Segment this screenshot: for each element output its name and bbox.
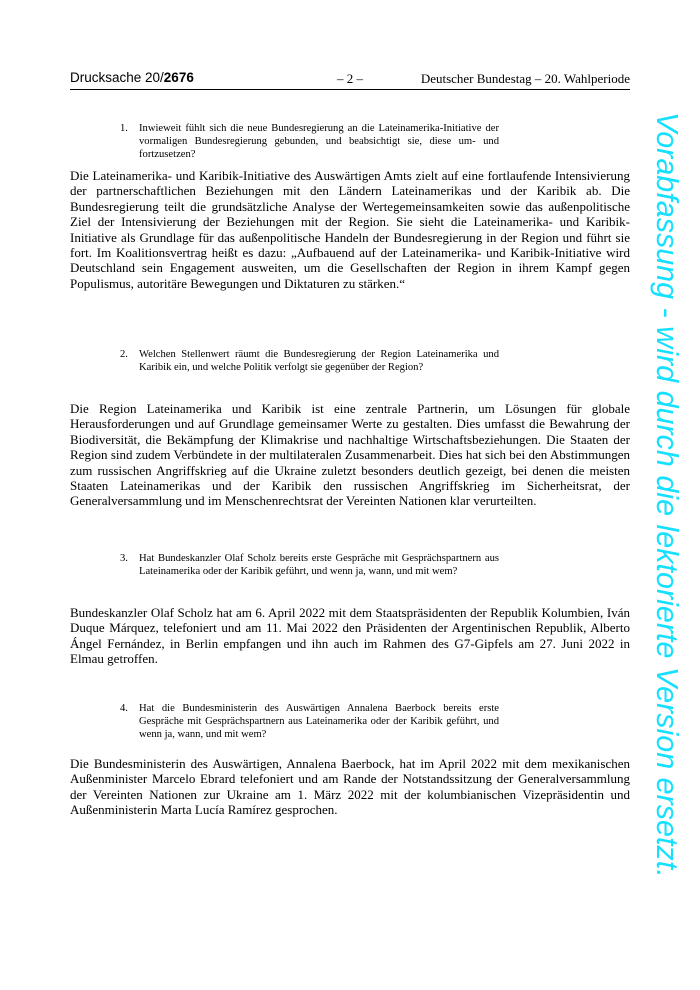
document-label: Drucksache 20/ (70, 70, 164, 85)
question-number: 2. (120, 349, 128, 360)
answer-1: Die Lateinamerika- und Karibik-Initiative des Auswärtigen Amts zielt auf eine fortlaufende Intensivierung der partnerschaftlichen Beziehungen mit den Ländern Lateinamerikas und der Karibik ab. Die Bundesregierung teilt die grundsätzliche Analyse der Wertegemeinsamkeiten sowie das außenpolitische Ziel der Intensivierung der Beziehungen mit der Region. Sie sieht die Lateinamerika- und Karibik-Initiative als Grundlage für das außenpolitische Handeln der Bundesregierung in der Region und führt sie fort. Im Koalitionsvertrag heißt es dazu: „Aufbauend auf der Lateinamerika- und Karibik-Initiative wird Deutschland sein Engagement ausweiten, um die Gesellschaften der Region in ihrem Kampf gegen Populismus, autoritäre Bewegungen und Diktaturen zu stärken.“ (70, 168, 630, 291)
draft-watermark (650, 112, 690, 882)
page-header (70, 70, 630, 90)
watermark-text: Vorabfassung - wird durch die lektorierte Version ersetzt. (650, 112, 684, 878)
page-number: – 2 – (337, 71, 363, 86)
question-text: Welchen Stellenwert räumt die Bundesregierung der Region Lateinamerika und Karibik ein, und welche Politik verfolgt sie gegenüber der Region? (139, 349, 499, 374)
header-rule (70, 89, 630, 90)
document-number-value: 2676 (163, 70, 194, 85)
question-text: Hat die Bundesministerin des Auswärtigen Annalena Baerbock bereits erste Gespräche mit Gesprächspartnern aus Lateinamerika oder der Karibik geführt, und wenn ja, wann, und mit wem? (139, 703, 499, 741)
question-number: 4. (120, 703, 128, 714)
answer-4: Die Bundesministerin des Auswärtigen, Annalena Baerbock, hat im April 2022 mit dem mexikanischen Außenminister Marcelo Ebrard telefoniert und am Rande der Notstandssitzung der Generalversammlung der Vereinten Nationen zur Ukraine am 1. März 2022 mit der kolumbianischen Vizepräsidentin und Außenministerin Marta Lucía Ramírez gesprochen. (70, 756, 630, 818)
question-text: Hat Bundeskanzler Olaf Scholz bereits erste Gespräche mit Gesprächspartnern aus Lateinamerika oder der Karibik geführt, und wenn ja, wann, und mit wem? (139, 553, 499, 578)
answer-3: Bundeskanzler Olaf Scholz hat am 6. April 2022 mit dem Staatspräsidenten der Republik Kolumbien, Iván Duque Márquez, telefoniert und am 11. Mai 2022 den Präsidenten der Argentinischen Republik, Alberto Ángel Fernández, in Berlin empfangen und ihn auch im Rahmen des G7-Gipfels am 27. Juni 2022 in Elmau getroffen. (70, 605, 630, 667)
question-number: 1. (120, 123, 128, 134)
question-number: 3. (120, 553, 128, 564)
parliament-period: Deutscher Bundestag – 20. Wahlperiode (420, 71, 630, 86)
answer-2: Die Region Lateinamerika und Karibik ist eine zentrale Partnerin, um Lösungen für globale Herausforderungen und auf Grundlage gemeinsamer Werte zu gestalten. Dies umfasst die Bewahrung der Biodiversität, die Bekämpfung der Klimakrise und nachhaltige Wirtschaftsbeziehungen. Die Staaten der Region sind zudem Verbündete in der multilateralen Zusammenarbeit. Dies hat sich bei den Abstimmungen zum russischen Angriffskrieg auf die Ukraine zuletzt besonders deutlich gezeigt, bei denen die meisten Staaten Lateinamerikas und der Karibik den russischen Angriffskrieg im Sicherheitsrat, der Generalversammlung und im Menschenrechtsrat der Vereinten Nationen klar verurteilten. (70, 401, 630, 509)
question-text: Inwieweit fühlt sich die neue Bundesregierung an die Lateinamerika-Initiative der vormaligen Bundesregierung gebunden, und beabsichtigt sie, diese um- und fortzusetzen? (139, 123, 499, 161)
